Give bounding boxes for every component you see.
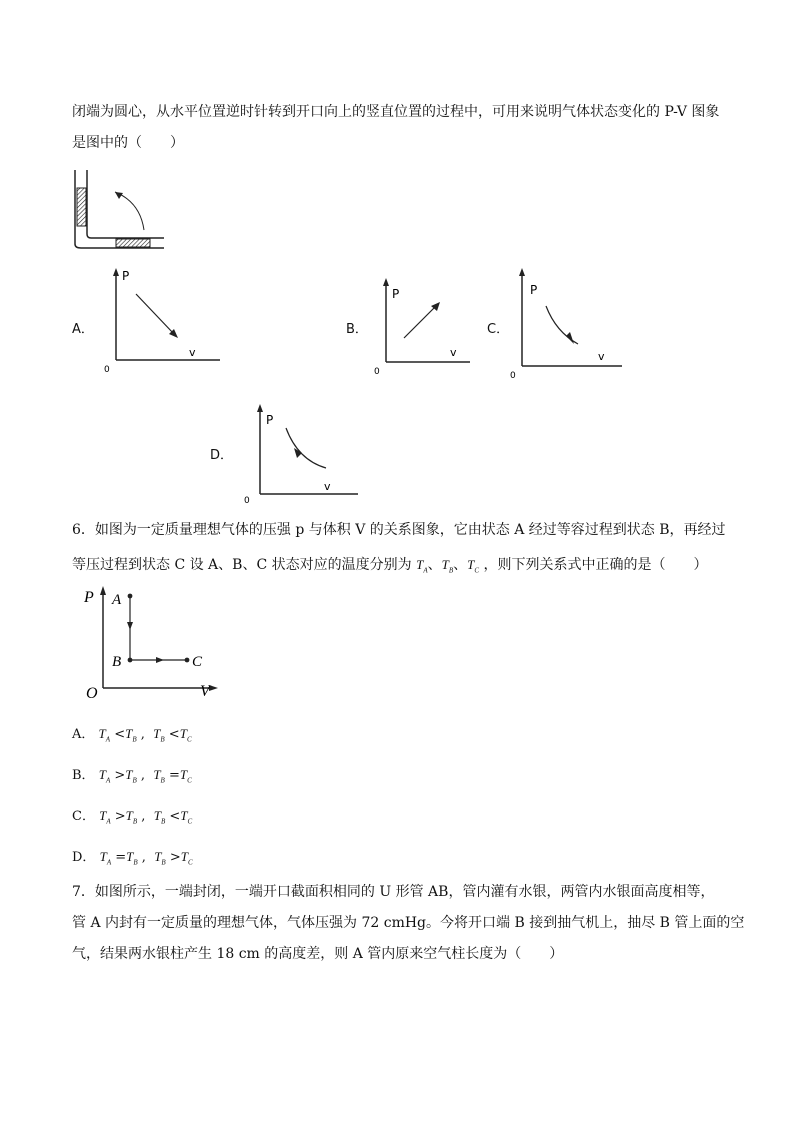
q6-label-b: B xyxy=(112,654,122,670)
q5-text-line1: 闭端为圆心，从水平位置逆时针转到开口向上的竖直位置的过程中，可用来说明气体状态变化的 P-V 图象 xyxy=(72,104,720,120)
q6-v-axis-label: V xyxy=(200,683,210,700)
q6-option-c[interactable]: C． $T_A >T_B$ , $T_B <T_C$ xyxy=(72,808,193,826)
temp-ta: $T_A$ xyxy=(416,557,428,575)
q5-graph-a-origin: 0 xyxy=(104,365,110,375)
q6-origin-label: O xyxy=(86,685,98,702)
l-tube-figure xyxy=(70,168,165,250)
q5-graph-a-p-label: P xyxy=(122,269,130,283)
q5-graph-c-p-label: P xyxy=(530,283,538,297)
q5-graph-d-v-label: v xyxy=(324,480,331,493)
q5-option-d[interactable]: D． xyxy=(210,448,234,463)
q5-text-line2: 是图中的（ ） xyxy=(72,135,184,151)
q5-graph-c[interactable] xyxy=(508,266,626,380)
q5-option-b[interactable]: B． xyxy=(346,322,368,337)
q5-graph-b-origin: 0 xyxy=(374,367,380,377)
q5-graph-b[interactable] xyxy=(372,276,472,376)
q6-option-d[interactable]: D． $T_A =T_B$ , $T_B >T_C$ xyxy=(72,849,193,867)
q6-text-line2-b: ，则下列关系式中正确的是（ ） xyxy=(483,557,708,573)
q6-option-a[interactable]: A． $T_A <T_B$ , $T_B <T_C$ xyxy=(72,726,192,744)
q6-p-axis-label: P xyxy=(84,589,94,606)
q5-option-a[interactable]: A． xyxy=(72,322,94,337)
q6-text-line2: 等压过程到状态 C 设 A、B、C 状态对应的温度分别为 $T_A$、$T_B$、$T_C$ ，则下列关系式中正确的是（ ） xyxy=(72,557,708,575)
q5-graph-d-p-label: P xyxy=(266,413,274,427)
q6-text-line2-a: 等压过程到状态 C 设 A、B、C 状态对应的温度分别为 xyxy=(72,557,412,573)
q5-graph-d[interactable] xyxy=(242,402,362,506)
q6-label-a: A xyxy=(112,592,122,608)
temp-tb: $T_B$ xyxy=(441,557,454,575)
q6-text-line1: 6．如图为一定质量理想气体的压强 p 与体积 V 的关系图象，它由状态 A 经过等容过程到状态 B，再经过 xyxy=(72,522,726,538)
q5-graph-b-p-label: P xyxy=(392,287,400,301)
q5-graph-b-v-label: v xyxy=(450,346,457,359)
q7-text-line3: 气，结果两水银柱产生 18 cm 的高度差，则 A 管内原来空气柱长度为（ ） xyxy=(72,946,564,962)
q6-pv-diagram xyxy=(80,584,224,700)
q7-text-line2: 管 A 内封有一定质量的理想气体，气体压强为 72 cmHg。今将开口端 B 接到抽气机上，抽尽 B 管上面的空 xyxy=(72,915,745,931)
q5-graph-a[interactable] xyxy=(102,266,222,374)
q6-label-c: C xyxy=(192,654,203,670)
q6-option-b[interactable]: B． $T_A >T_B$ , $T_B =T_C$ xyxy=(72,767,192,785)
q5-graph-c-v-label: v xyxy=(598,350,605,363)
q5-graph-c-origin: 0 xyxy=(510,371,516,381)
q7-text-line1: 7．如图所示，一端封闭，一端开口截面积相同的 U 形管 AB，管内灌有水银，两管内水银面高度相等， xyxy=(72,884,715,900)
q5-graph-a-v-label: v xyxy=(189,346,196,359)
q5-graph-d-origin: 0 xyxy=(244,496,250,506)
temp-tc: $T_C$ xyxy=(467,557,480,575)
q5-option-c[interactable]: C． xyxy=(487,322,510,337)
